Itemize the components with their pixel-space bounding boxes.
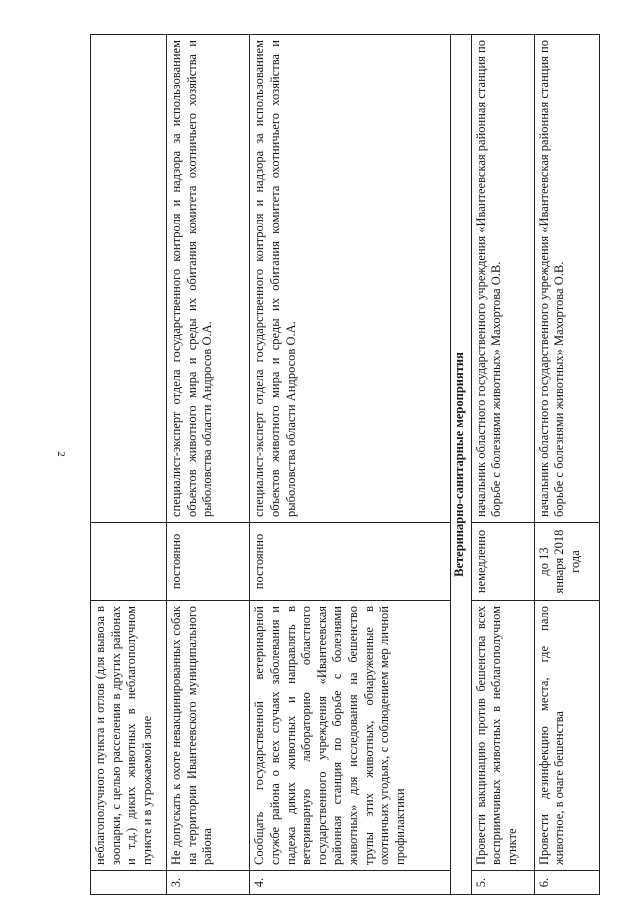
table-row [250,35,450,895]
responsible-text: специалист-эксперт отдела государственного контроля и надзора за использованием объектов животного мира и среды их обитания комитета охотничьего хозяйства и рыболовства области Андросов О.А. [166,35,249,523]
section-row [450,35,471,895]
measure-text: Провести вакцинацию против бешенства всех восприимчивых животных в неблагополучном пункте [471,601,534,871]
responsible-text: начальник областного государственного учреждения «Ивантеевская районная станция по борьбе с болезнями животных» Махортова О.В. [471,35,534,523]
row-number [91,871,167,895]
row-number: 6. [534,871,599,895]
term-text: постоянно [166,523,249,601]
table-row [534,35,599,895]
table-row [166,35,249,895]
measure-text: неблагополучного пункта и отлов (для вывоза в зоопарки, с целью расселения в других районах и т.д.) диких животных в неблагополучном пункте и в угрожаемой зоне [91,601,167,871]
table-row [471,35,534,895]
rotated-page-content [90,35,600,895]
measures-table [90,34,600,895]
term-text [91,523,167,601]
row-number: 3. [166,871,249,895]
row-number: 5. [471,871,534,895]
responsible-text: специалист-эксперт отдела государственного контроля и надзора за использованием объектов животного мира и среды их обитания комитета охотничьего хозяйства и рыболовства области Андросов О.А. [250,35,450,523]
table-row [91,35,167,895]
term-text: постоянно [250,523,450,601]
section-title: Ветеринарно-санитарные мероприятия [450,35,471,895]
page-number: 2 [54,451,67,457]
term-text: немедленно [471,523,534,601]
measure-text: Провести дезинфекцию места, где пало животное, в очаге бешенства [534,601,599,871]
responsible-text: начальник областного государственного учреждения «Ивантеевская районная станция по борьбе с болезнями животных» Махортова О.В. [534,35,599,523]
row-number: 4. [250,871,450,895]
term-text: до 13 января 2018 года [534,523,599,601]
measure-text: Сообщать государственной ветеринарной службе района о всех случаях заболевания и падежа диких животных и направлять в ветеринарную лабораторию областного государственного учреждения «Ивантеевская районная станция по борьбе с болезнями животных» для исследования на бешенство трупы этих животных, обнаруженные в охотничьих угодьях, с соблюдением мер личной профилактики [250,601,450,871]
measure-text: Не допускать к охоте невакцинированных собак на территории Ивантеевского муниципального района [166,601,249,871]
responsible-text [91,35,167,523]
